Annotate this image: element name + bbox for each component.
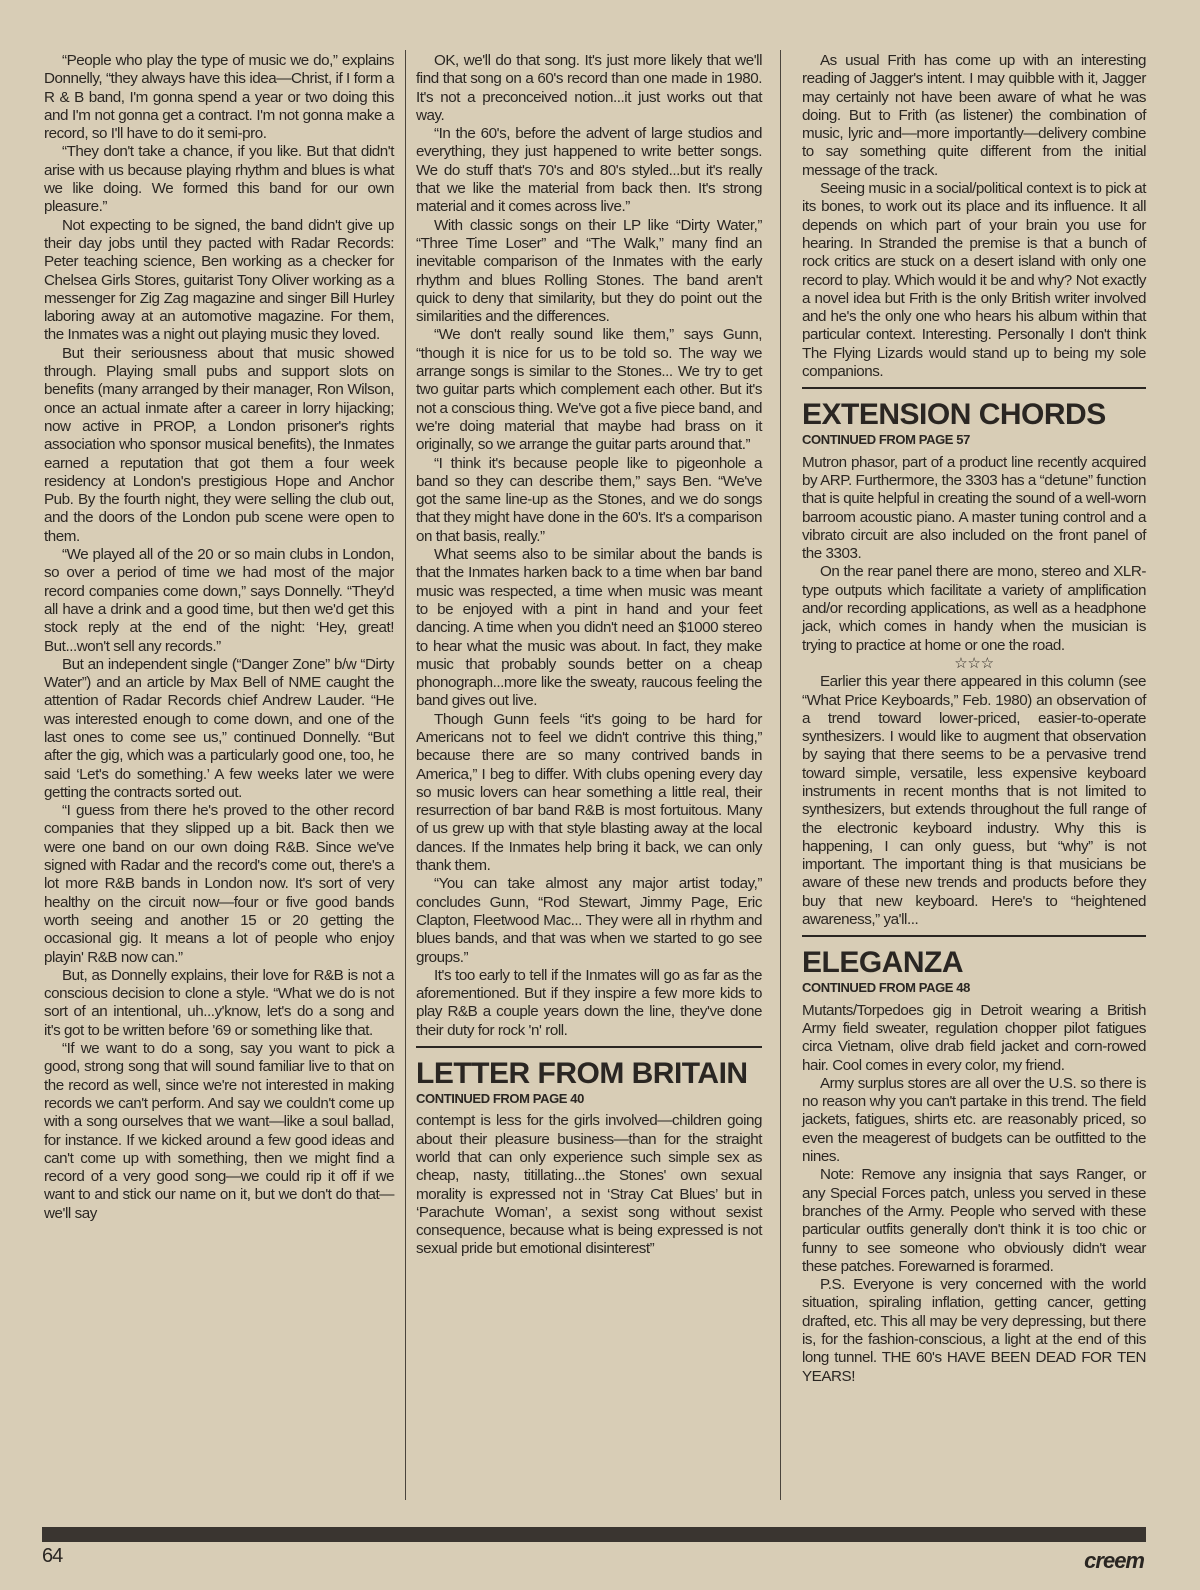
paragraph: With classic songs on their LP like “Dirty Water,” “Three Time Loser” and “The Walk,” many find an inevitable comparison of the Inmates with the early rhythm and blues Rolling Stones. The band aren't quick to deny that similarity, but they do point out the similarities and the differences. [416, 216, 762, 326]
continued-label: CONTINUED FROM PAGE 57 [802, 432, 970, 448]
column-rule [780, 50, 781, 1500]
section-title-eleganza: ELEGANZA [802, 946, 963, 980]
paragraph: “I think it's because people like to pigeonhole a band so they can describe them,” says Ben. “We've got the same line-up as the Stones, and we do songs that they might have done in the 60's. It's a comparison on that basis, really.” [416, 454, 762, 545]
paragraph: Not expecting to be signed, the band didn't give up their day jobs until they pacted with Radar Records: Peter teaching science, Ben working as a checker for Chelsea Girls Stores, guitarist Tony Oliver working as a messenger for Zig Zag magazine and singer Bill Hurley laboring away at an automotive magazine. For them, the Inmates was a night out playing music they loved. [44, 216, 394, 344]
paragraph: Though Gunn feels “it's going to be hard for Americans not to feel we didn't contrive this thing,” because there are so many contrived bands in America,” I beg to differ. With clubs opening every day so music lovers can hear something a little real, their resurrection of bar band R&B is most fortuitous. Many of us grew up with that style blasting away at the local dances. If the Inmates help bring it back, we can only thank them. [416, 710, 762, 875]
paragraph: Note: Remove any insignia that says Ranger, or any Special Forces patch, unless you served in these branches of the Army. People who served with these particular outfits generally don't think it is too chic or funny to see someone who obviously didn't wear these patches. Forewarned is forarmed. [802, 1166, 1146, 1275]
paragraph: “I guess from there he's proved to the other record companies that they slipped up a bit. Back then we were one band on our own doing R&B. Since we've signed with Radar and the record's come out, there's a lot more R&B bands in London now. It's sort of very healthy on the circuit now—four or five good bands worth seeing and another 15 or 20 getting the occasional gig. It means a lot of people who enjoy playin' R&B now can.” [44, 802, 394, 966]
section-divider [802, 387, 1146, 389]
continued-label: CONTINUED FROM PAGE 48 [802, 980, 970, 996]
paragraph: “They don't take a chance, if you like. But that didn't arise with us because playing rhythm and blues is what we like doing. We formed this band for our own pleasure.” [44, 143, 394, 216]
section-title-extension-chords: EXTENSION CHORDS [802, 398, 1106, 432]
paragraph: “People who play the type of music we do,” explains Donnelly, “they always have this idea—Christ, if I form a R & B band, I'm gonna spend a year or two doing this and I'm not gonna get a contract. I'm not gonna make a record, so I'll have to do it semi-pro. [44, 52, 394, 143]
paragraph: Seeing music in a social/political context is to pick at its bones, to work out its place and its influence. It all depends on which part of your brain you use for hearing. In Stranded the premise is that a bunch of rock critics are stuck on a desert island with only one record to play. Which would it be and why? Not exactly a novel idea but Frith is the only British writer involved and he's the only one who hears his album within that particular context. Interesting. Personally I don't think The Flying Lizards would stand up to being my sole companions. [802, 180, 1146, 381]
continued-label: CONTINUED FROM PAGE 40 [416, 1091, 584, 1107]
paragraph: But an independent single (“Danger Zone” b/w “Dirty Water”) and an article by Max Bell of NME caught the attention of Radar Records chief Andrew Lauder. “He was interested enough to come down, and one of the last ones to come see us,” continued Donnelly. “But after the gig, which was a particularly good one, too, he said ‘Let's do something.’ A few weeks later we were getting the contracts sorted out. [44, 655, 394, 801]
paragraph: On the rear panel there are mono, stereo and XLR-type outputs which facilitate a variety of amplification and/or recording applications, as well as a headphone jack, which comes in handy when the musician is trying to practice at home or one the road. [802, 563, 1146, 654]
paragraph: Earlier this year there appeared in this column (see “What Price Keyboards,” Feb. 1980) an observation of a trend toward lower-priced, easier-to-operate synthesizers. I would like to augment that observation by saying that there seems to be a pervasive trend toward simple, versatile, less expensive keyboard instruments in recent months that is not limited to synthesizers, but extends throughout the full range of the electronic keyboard industry. Why this is happening, I can only guess, but “why” is not important. The important thing is that musicians be aware of these new trends and products before they buy that new keyboard. Here's to “heightened awareness,” ya'll... [802, 673, 1146, 929]
paragraph: “In the 60's, before the advent of large studios and everything, they just happened to write better songs. We do stuff that's 70's and 80's styled...but it's really that we like the material from back then. It's strong material and it comes across live.” [416, 125, 762, 216]
paragraph: What seems also to be similar about the bands is that the Inmates harken back to a time when bar band music was respected, a time when music was meant to be enjoyed with a pint in hand and your feet dancing. A time when you didn't need an $1000 stereo to hear what the music was about. In fact, they make music that probably sounds better on a cheap phonograph...more like the sweaty, raucous feeling the band gives out live. [416, 546, 762, 710]
paragraph: contempt is less for the girls involved—children going about their pleasure business—than for the straight world that can only experience such simple sex as cheap, nasty, titillating...the Stones' own sexual morality is expressed not in ‘Stray Cat Blues’ but in ‘Parachute Woman’, a sexist song without sexist consequence, because what is being expressed is not sexual pride but emotional disinterest” [416, 1112, 762, 1258]
section-title-letter-from-britain: LETTER FROM BRITAIN [416, 1057, 748, 1091]
column-2 [416, 52, 762, 1259]
page-number: 64 [42, 1545, 63, 1567]
paragraph: “If we want to do a song, say you want to pick a good, strong song that will sound familiar live to that on the record as well, since we're not interested in making records we can't perform. And say we couldn't come up with a song ourselves that we want—like a soul ballad, for instance. If we kicked around a few good ideas and can't come up with something, then we might find a record of a very good song—we could rip it off if we want to and stick our name on it, but we don't do that—we'll say [44, 1040, 394, 1222]
paragraph: Army surplus stores are all over the U.S. so there is no reason why you can't partake in this trend. The field jackets, fatigues, shirts etc. are reasonably priced, so even the meagerest of budgets can be outfitted to the nines. [802, 1074, 1146, 1166]
paragraph: Mutants/Torpedoes gig in Detroit wearing a British Army field sweater, regulation chopper pilot fatigues circa Vietnam, olive drab field jacket and corn-rowed hair. Cool comes in every color, my friend. [802, 1001, 1146, 1074]
paragraph: But, as Donnelly explains, their love for R&B is not a conscious decision to clone a style. “What we do is not sort of an intentional, uh...y'know, let's do a song and it's got to be written before '69 or something like that. [44, 966, 394, 1039]
creem-logo: creem [1084, 1548, 1144, 1573]
paragraph: It's too early to tell if the Inmates will go as far as the aforementioned. But if they inspire a few more kids to play R&B a couple years down the line, they've done their duty for rock 'n' roll. [416, 966, 762, 1039]
paragraph: Mutron phasor, part of a product line recently acquired by ARP. Furthermore, the 3303 has a “detune” function that is quite helpful in creating the sound of a well-worn barroom acoustic piano. A master tuning control and a vibrato circuit are also included on the front panel of the 3303. [802, 453, 1146, 563]
section-divider [802, 935, 1146, 937]
column-rule [405, 50, 406, 1500]
paragraph: P.S. Everyone is very concerned with the world situation, spiraling inflation, getting cancer, getting drafted, etc. This all may be very depressing, but there is, for the fashion-conscious, a light at the end of this long tunnel. THE 60's HAVE BEEN DEAD FOR TEN YEARS! [802, 1276, 1146, 1385]
paragraph: “We don't really sound like them,” says Gunn, “though it is nice for us to be told so. The way we arrange songs is similar to the Stones... We try to get two guitar parts which complement each other. But it's not a conscious thing. We've got a five piece band, and we're doing material that maybe had brass on it originally, so we arrange the guitar parts around that.” [416, 326, 762, 454]
paragraph: “We played all of the 20 or so main clubs in London, so over a period of time we had most of the major record companies come down,” says Donnelly. “They'd all have a drink and a good time, but then we'd get this stock reply at the end of the night: ‘Hey, great! But...won't sell any records.” [44, 546, 394, 655]
paragraph: “You can take almost any major artist today,” concludes Gunn, “Rod Stewart, Jimmy Page, Eric Clapton, Fleetwood Mac... They were all in rhythm and blues bands, and that was when we started to go see groups.” [416, 875, 762, 966]
column-3 [802, 52, 1146, 1386]
footer-bar [42, 1527, 1146, 1542]
column-1 [44, 52, 394, 1223]
stars-separator: ☆☆☆ [954, 654, 994, 672]
paragraph: But their seriousness about that music showed through. Playing small pubs and support slots on benefits (many arranged by their manager, Ron Wilson, once an actual inmate after a career in lorry hijacking; now active in PROP, a London prisoner's rights association who sponsor musical benefits), the Inmates earned a reputation that got them a four week residency at London's prestigious Hope and Anchor Pub. By the fourth night, they were selling the club out, and the doors of the London pub scene were open to them. [44, 344, 394, 545]
paragraph: OK, we'll do that song. It's just more likely that we'll find that song on a 60's record than one made in 1980. It's not a preconceived notion...it just works out that way. [416, 52, 762, 124]
section-divider [416, 1046, 762, 1048]
paragraph: As usual Frith has come up with an interesting reading of Jagger's intent. I may quibble with it, Jagger may certainly not have been aware of what he was doing. But to Frith (as listener) the combination of music, lyric and—more importantly—delivery combine to say something quite different from the initial message of the track. [802, 52, 1146, 179]
